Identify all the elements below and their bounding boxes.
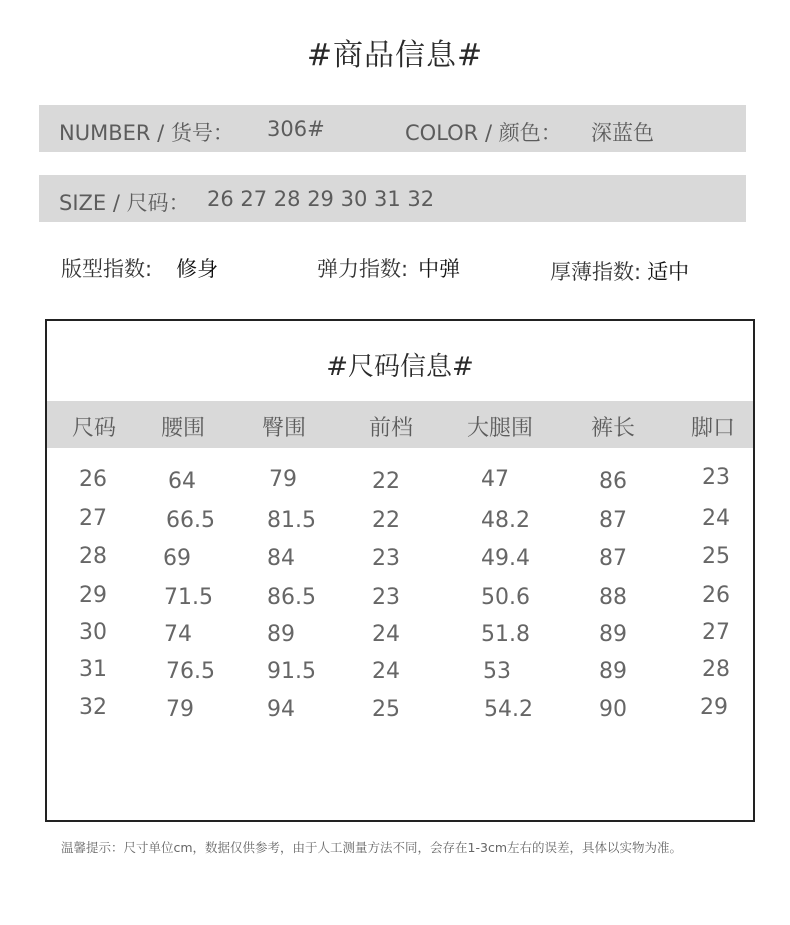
table-cell: 23	[702, 465, 730, 490]
table-cell: 28	[702, 657, 730, 682]
table-cell: 84	[267, 546, 295, 571]
table-cell: 29	[79, 583, 107, 608]
table-cell: 53	[483, 659, 511, 684]
table-cell: 30	[79, 620, 107, 645]
table-cell: 64	[168, 469, 196, 494]
fit-index-value: 修身	[176, 257, 219, 281]
table-cell: 66.5	[166, 508, 215, 533]
fit-index	[61, 253, 218, 283]
stretch-index	[317, 253, 460, 283]
thickness-index	[550, 256, 689, 286]
table-cell: 88	[599, 585, 627, 610]
table-row	[47, 544, 753, 574]
column-header: 腰围	[160, 416, 206, 441]
table-cell: 28	[79, 544, 107, 569]
table-cell: 32	[79, 695, 107, 720]
number-label: NUMBER / 货号：	[59, 121, 234, 145]
table-cell: 54.2	[484, 697, 533, 722]
table-cell: 25	[372, 697, 400, 722]
table-cell: 26	[702, 583, 730, 608]
color-value: 深蓝色	[591, 121, 654, 145]
table-cell: 71.5	[164, 585, 213, 610]
table-row	[47, 620, 753, 650]
table-cell: 23	[372, 546, 400, 571]
table-row	[47, 695, 753, 725]
table-cell: 81.5	[267, 508, 316, 533]
column-header: 脚口	[690, 416, 736, 441]
table-cell: 48.2	[481, 508, 530, 533]
table-cell: 47	[481, 467, 509, 492]
thickness-index-value: 适中	[647, 260, 690, 284]
table-cell: 50.6	[481, 585, 530, 610]
stretch-index-value: 中弹	[418, 257, 461, 281]
number-value: 306#	[267, 117, 325, 141]
table-cell: 49.4	[481, 546, 530, 571]
table-cell: 27	[79, 506, 107, 531]
size-chart-header	[47, 401, 753, 448]
table-row	[47, 657, 753, 687]
size-label: SIZE / 尺码：	[59, 191, 190, 215]
table-row	[47, 583, 753, 613]
table-cell: 79	[166, 697, 194, 722]
info-bar-number-color	[39, 105, 746, 152]
table-cell: 22	[372, 469, 400, 494]
table-cell: 89	[267, 622, 295, 647]
table-cell: 89	[599, 622, 627, 647]
stretch-index-label: 弹力指数:	[317, 257, 409, 281]
table-cell: 24	[372, 622, 400, 647]
table-cell: 69	[163, 546, 191, 571]
column-header: 裤长	[590, 416, 636, 441]
table-cell: 91.5	[267, 659, 316, 684]
thickness-index-label: 厚薄指数:	[550, 260, 642, 284]
table-cell: 29	[700, 695, 728, 720]
table-cell: 86	[599, 469, 627, 494]
table-row	[47, 467, 753, 497]
table-cell: 89	[599, 659, 627, 684]
size-value: 26 27 28 29 30 31 32	[207, 187, 435, 211]
table-cell: 26	[79, 467, 107, 492]
table-cell: 24	[372, 659, 400, 684]
fit-index-label: 版型指数:	[61, 257, 153, 281]
table-cell: 24	[702, 506, 730, 531]
column-header: 前档	[368, 416, 414, 441]
column-header: 臀围	[261, 416, 307, 441]
column-header: 尺码	[71, 416, 117, 441]
column-header: 大腿围	[466, 416, 534, 441]
table-cell: 22	[372, 508, 400, 533]
info-bar-size	[39, 175, 746, 222]
table-cell: 23	[372, 585, 400, 610]
size-chart-title: #尺码信息#	[326, 352, 474, 382]
table-cell: 79	[269, 467, 297, 492]
table-cell: 27	[702, 620, 730, 645]
table-cell: 87	[599, 508, 627, 533]
table-cell: 86.5	[267, 585, 316, 610]
measurement-note: 温馨提示：尺寸单位cm，数据仅供参考，由于人工测量方法不同，会存在1-3cm左右的误差，具体以实物为准。	[61, 840, 683, 855]
table-cell: 90	[599, 697, 627, 722]
table-cell: 94	[267, 697, 295, 722]
size-chart	[45, 319, 755, 822]
table-cell: 25	[702, 544, 730, 569]
table-cell: 31	[79, 657, 107, 682]
table-cell: 87	[599, 546, 627, 571]
table-row	[47, 506, 753, 536]
page-title: #商品信息#	[306, 38, 484, 73]
color-label: COLOR / 颜色：	[405, 121, 562, 145]
table-cell: 74	[164, 622, 192, 647]
table-cell: 76.5	[166, 659, 215, 684]
table-cell: 51.8	[481, 622, 530, 647]
